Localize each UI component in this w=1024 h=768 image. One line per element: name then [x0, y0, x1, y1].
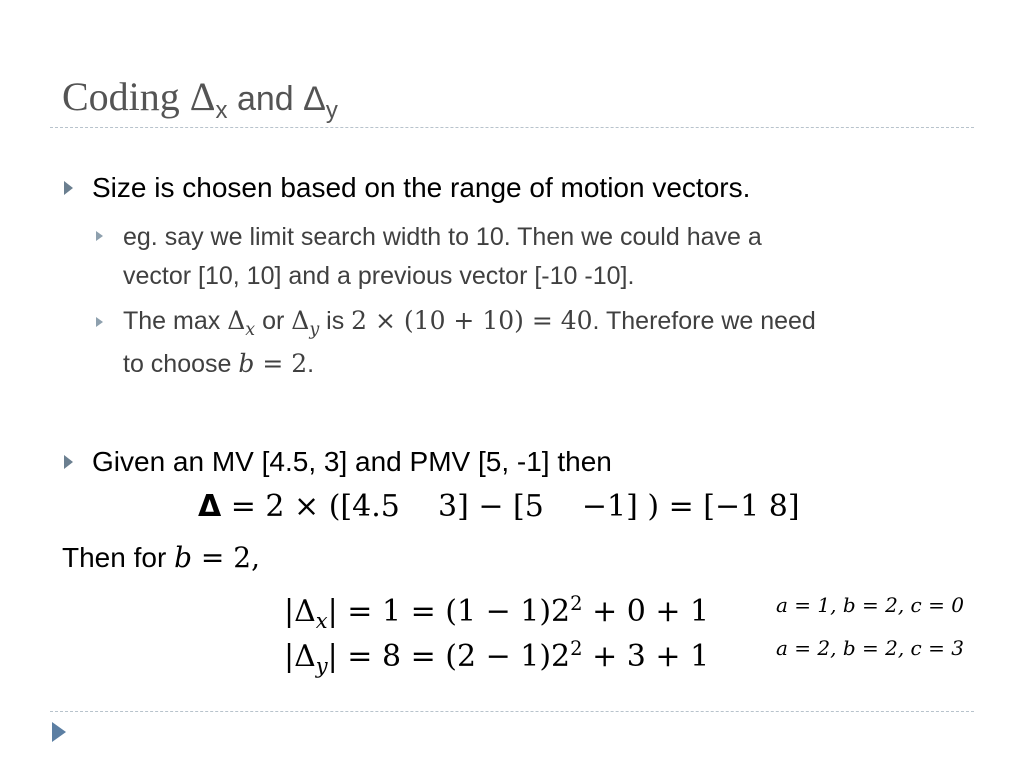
eq1-delta: |Δ: [284, 594, 316, 629]
delta-bold: Δ: [198, 489, 222, 524]
delta-equation: [198, 489, 800, 525]
condition-2: a = 2, b = 2, c = 3: [776, 636, 964, 660]
sub-bullet-2-line-2: [123, 349, 314, 379]
footer-divider: [50, 711, 974, 712]
then-line: [62, 541, 260, 575]
condition-1: a = 1, b = 2, c = 0: [776, 593, 964, 617]
eq1-sup: 2: [570, 592, 583, 615]
title-and: and Δ: [227, 80, 326, 118]
title-divider: [50, 127, 974, 128]
sub2-delta-y-sub: y: [309, 320, 320, 340]
eq2-sup: 2: [570, 637, 583, 660]
sub2-delta-x: Δ: [227, 306, 246, 335]
bullet-icon: [64, 455, 73, 469]
sub2-b-eq: = 2: [254, 349, 308, 378]
eq1-tail: + 0 + 1: [582, 594, 710, 629]
play-triangle-icon[interactable]: [52, 722, 66, 742]
eq2-delta: |Δ: [284, 639, 316, 674]
bullet-text-1: Size is chosen based on the range of motion vectors.: [92, 172, 751, 203]
then-b: b: [174, 541, 192, 574]
sub2-delta-y: Δ: [291, 306, 310, 335]
sub2-text: The max: [123, 307, 228, 335]
eq1-sub: x: [315, 609, 328, 633]
bullet-text-2: Given an MV [4.5, 3] and PMV [5, -1] then: [92, 446, 612, 477]
slide-title: [62, 73, 338, 135]
eq1-rest: | = 1 = (1 − 1)2: [327, 594, 571, 629]
title-sub-x: x: [215, 97, 228, 124]
equation-delta-y: [284, 631, 709, 684]
then-text: Then for: [62, 542, 175, 573]
sub-bullet-2-line-1: [123, 306, 816, 345]
eq2-rest: | = 8 = (2 − 1)2: [327, 639, 571, 674]
title-text: Coding Δ: [62, 74, 216, 119]
eq2-tail: + 3 + 1: [582, 639, 710, 674]
sub2-tail: . Therefore we need: [592, 307, 816, 335]
sub-bullet-icon: [96, 317, 103, 327]
title-sub-y: y: [325, 97, 338, 124]
sub-bullet-1-line-2: vector [10, 10] and a previous vector [-10 -10].: [123, 262, 635, 290]
then-eq: = 2,: [192, 541, 260, 574]
bullet-icon: [64, 181, 73, 195]
sub2-delta-x-sub: x: [245, 320, 256, 340]
eq2-sub: y: [315, 654, 328, 678]
sub2-end: .: [307, 350, 315, 378]
sub-bullet-icon: [96, 231, 103, 241]
sub-bullet-1-line-1: eg. say we limit search width to 10. Then we could have a: [123, 223, 762, 251]
sub2-b: b: [238, 349, 255, 378]
sub2-or: or: [255, 307, 292, 335]
sub2-line2-text: to choose: [123, 350, 239, 378]
sub2-expression: 2 × (10 + 10) = 40: [351, 306, 593, 335]
delta-equation-rest: = 2 × ([4.5 3] − [5 −1] ) = [−1 8]: [221, 489, 800, 524]
sub2-is: is: [319, 307, 352, 335]
